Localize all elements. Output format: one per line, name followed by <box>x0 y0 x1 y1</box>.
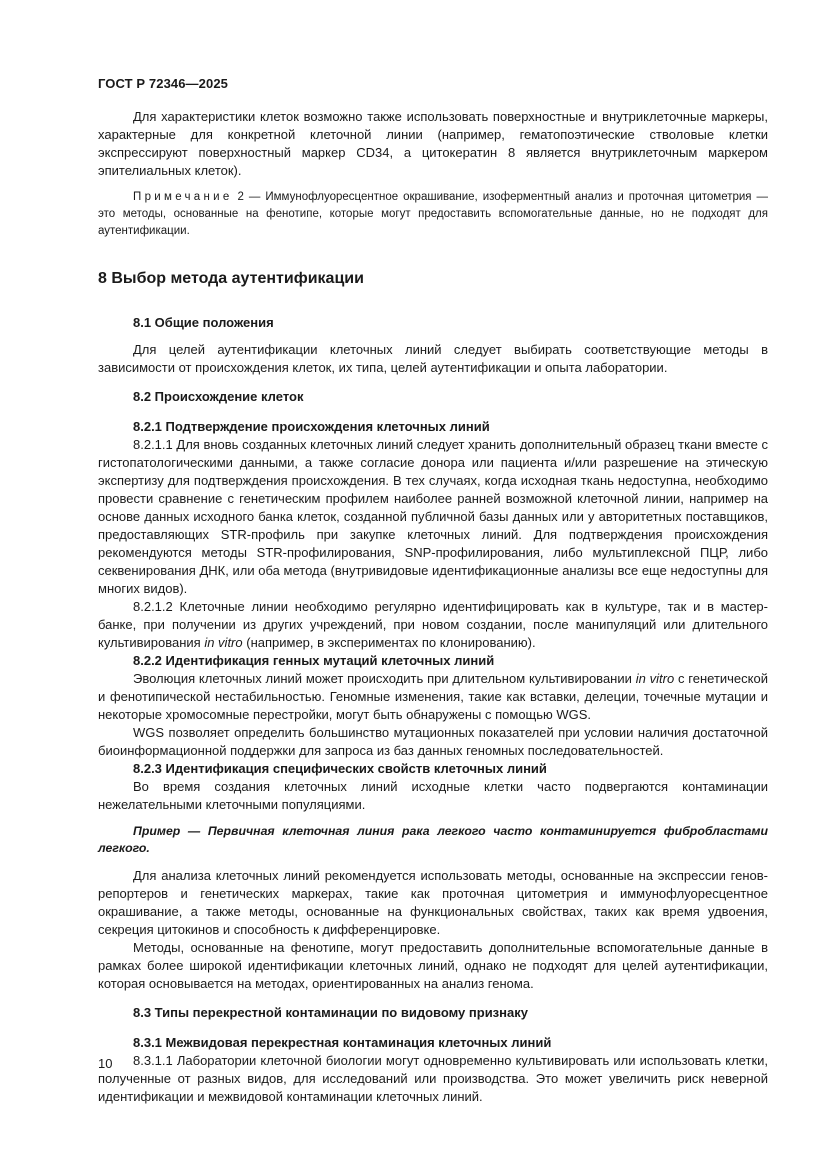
text-run: 8.2.1.2 Клеточные линии необходимо регулярно идентифицировать как в культуре, так и в мастер-банке, при получении из других учреждений, при новом создании, после манипуляций или длительного культивирования <box>98 599 768 650</box>
note-label: Примечание <box>133 191 233 203</box>
paragraph-8-3-1-1: 8.3.1.1 Лаборатории клеточной биологии могут одновременно культивировать или использовать клетки, полученные от разных видов, для исследований или производства. Это может увеличить риск неверной идентификации и межвидовой контаминации клеточных линий. <box>98 1053 768 1104</box>
paragraph-markers: Для характеристики клеток возможно также использовать поверхностные и внутриклеточные маркеры, характерные для конкретной клеточной линии (например, гематопоэтические стволовые клетки экспрессируют поверхностный маркер CD34, а цитокератин 8 является внутриклеточным маркером эпителиальных клеток). <box>98 109 768 178</box>
paragraph-8-2-3-a: Во время создания клеточных линий исходные клетки часто подвергаются контаминации нежелательными клеточными популяциями. <box>98 779 768 812</box>
section-8-title: 8 Выбор метода аутентификации <box>98 270 364 287</box>
paragraph-8-2-3-c: Методы, основанные на фенотипе, могут предоставить дополнительные вспомогательные данные в рамках более широкой идентификации клеточных линий, однако не подходят для целей аутентификации, которая основывается на методах, ориентированных на анализ генома. <box>98 940 768 991</box>
section-8-2-2-title: 8.2.2 Идентификация генных мутаций клеточных линий <box>133 653 495 668</box>
italic-term: in vitro <box>204 635 243 650</box>
section-8-1-text: Для целей аутентификации клеточных линий следует выбирать соответствующие методы в зависимости от происхождения клеток, их типа, целей аутентификации и опыта лаборатории. <box>98 342 768 375</box>
paragraph-8-2-3-b: Для анализа клеточных линий рекомендуется использовать методы, основанные на экспрессии генов-репортеров и генетических маркерах, такие как проточная цитометрия и иммунофлуоресцентное окрашивание, а также методы, основанные на функциональных свойствах, таких как время удвоения, секреция цитокинов и способность к дифференцировке. <box>98 868 768 937</box>
section-8-2-title: 8.2 Происхождение клеток <box>133 389 304 404</box>
note-2 <box>98 189 768 240</box>
paragraph-8-2-2-a <box>98 670 768 724</box>
paragraph-8-2-2-b: WGS позволяет определить большинство мутационных показателей при условии наличия достаточной биоинформационной поддержки для запроса из баз данных геномных последовательностей. <box>98 725 768 758</box>
italic-term: in vitro <box>635 671 675 686</box>
section-8-2-1-title: 8.2.1 Подтверждение происхождения клеточных линий <box>133 419 490 434</box>
paragraph-8-2-1-1: 8.2.1.1 Для вновь созданных клеточных линий следует хранить дополнительный образец ткани вместе с гистопатологическими данными, а также согласие донора или пациента и/или разрешение на этическую экспертизу для подтверждения происхождения. В тех случаях, когда исходная ткань недоступна, необходимо провести сравнение с генетическим профилем наиболее ранней возможной клеточной линии, например на основе данных исходного банка клеток, созданной публичной базы данных или у авторитетных поставщиков, предоставляющих STR-профиль при закупке клеточных линий. Для подтверждения происхождения рекомендуются методы STR-профилирования, SNP-профилирования, либо мультиплексной ПЦР, либо секвенирования ДНК, или оба метода (внутривидовые идентификационные анализы все еще недоступны для многих видов). <box>98 437 768 596</box>
note-text: 2 — Иммунофлуоресцентное окрашивание, изоферментный анализ и проточная цитометрия — это методы, основанные на фенотипе, которые могут предоставить вспомогательные данные, но не подходят для аутентификации. <box>98 191 768 237</box>
example-text: Пример — Первичная клеточная линия рака легкого часто контаминируется фибробластами легкого. <box>98 824 768 855</box>
section-8-1-title: 8.1 Общие положения <box>133 315 274 330</box>
page-body <box>98 108 768 1106</box>
paragraph-8-2-1-2 <box>98 598 768 652</box>
text-run: Эволюция клеточных линий может происходить при длительном культивировании <box>133 671 636 686</box>
section-8-2-3-title: 8.2.3 Идентификация специфических свойств клеточных линий <box>133 761 547 776</box>
page-number: 10 <box>98 1056 113 1071</box>
section-8-3-title: 8.3 Типы перекрестной контаминации по видовому признаку <box>133 1005 528 1020</box>
document-code: ГОСТ Р 72346—2025 <box>98 76 228 91</box>
section-8-3-1-title: 8.3.1 Межвидовая перекрестная контаминация клеточных линий <box>133 1035 552 1050</box>
text-run: (например, в экспериментах по клонированию). <box>242 635 536 650</box>
text-run: с генетической и фенотипической нестабильностью. Геномные изменения, такие как вставки, делеции, точечные мутации и некоторые хромосомные перестройки, могут быть обнаружены с помощью WGS. <box>98 671 768 722</box>
